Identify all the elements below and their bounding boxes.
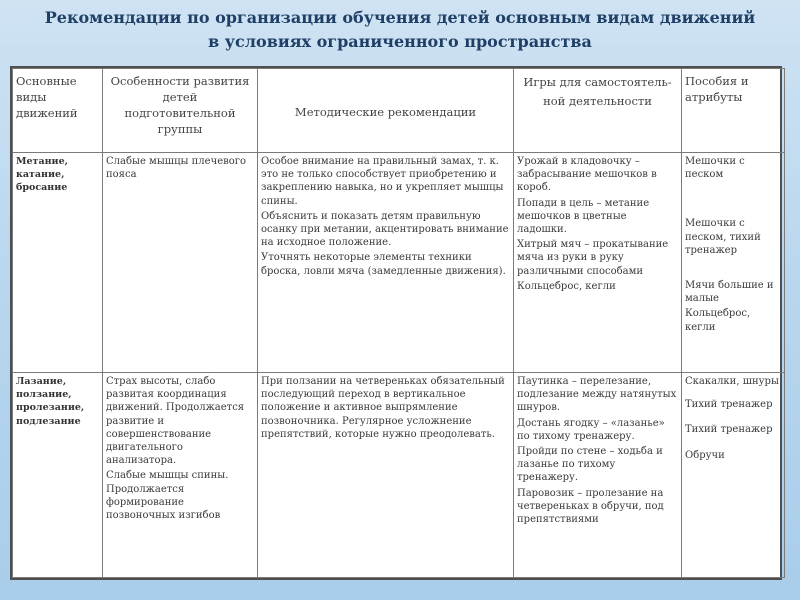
title-line-1: Рекомендации по организации обучения детей основным видам движений [44,8,756,27]
features-cell [103,373,258,578]
equipment-item: Тихий тренажер [685,399,773,411]
equipment-item: Кольцеброс, кегли [685,308,751,333]
recommendation-item: Особое внимание на правильный замах, т. к. это не только способствует приобретению и закреплению навыка, но и укрепляет мышцы спины. [261,156,504,207]
game-item: Хитрый мяч – прокатывание мяча из руки в руку различными способами [517,239,669,277]
recommendations-cell [258,373,514,578]
header-equipment: Пособия и атрибуты [682,69,785,153]
header-movements: Основные виды движений [13,69,103,153]
game-item: Пройди по стене – ходьба и лазанье по тихому тренажеру. [517,446,663,484]
header-features: Особенности развития детей подготовительной группы [103,69,258,153]
equipment-item: Мешочки с песком [685,156,745,181]
equipment-item: Тихий тренажер [685,424,773,436]
equipment-cell [682,373,785,578]
header-recommendations: Методические рекомендации [258,69,514,153]
equipment-cell [682,153,785,373]
movement-cell: Лазание, ползание, пролезание, подлезание [13,373,103,578]
movement-cell: Метание, катание, бросание [13,153,103,373]
features-cell [103,153,258,373]
recommendation-item: Уточнять некоторые элементы техники броска, ловли мяча (замедленные движения). [261,252,506,277]
title-line-2: в условиях ограниченного пространства [208,32,592,51]
games-cell [514,373,682,578]
equipment-item: Скакалки, шнуры [685,376,779,387]
recommendations-cell [258,153,514,373]
header-row [13,69,785,153]
recommendation-item: При ползании на четвереньках обязательный последующий переход в вертикальное положение и активное выпрямление позвоночника. Регулярное усложнение препятствий, которые нужно преодолевать. [261,376,505,440]
features-text: Страх высоты, слабо развитая координация движений. Продолжается развитие и совершенствование двигательного анализатора. [106,376,245,467]
game-item: Достань ягодку – «лазанье» по тихому тренажеру. [517,417,665,442]
equipment-item: Мешочки с песком, тихий тренажер [685,218,761,256]
equipment-item: Мячи большие и малые [685,280,774,305]
game-item: Паутинка – перелезание, подлезание между натянутых шнуров. [517,376,677,414]
game-item: Попади в цель – метание мешочков в цветные ладошки. [517,197,650,236]
features-text: Слабые мышцы плечевого пояса [106,156,247,181]
equipment-item: Обручи [685,449,725,461]
games-cell [514,153,682,373]
header-games: Игры для самостоятель-ной деятельности [514,69,682,153]
recommendation-item: Объяснить и показать детям правильную осанку при метании, акцентировать внимание на исходное положение. [261,210,509,249]
features-text: Слабые мышцы спины. Продолжается формирование позвоночных изгибов [106,470,229,522]
table-row [13,373,785,578]
game-item: Паровозик – пролезание на четвереньках в обручи, под препятствиями [517,487,664,526]
page-title [0,6,800,54]
game-item: Урожай в кладовочку – забрасывание мешочков в короб. [517,156,657,194]
game-item: Кольцеброс, кегли [517,280,616,292]
recommendations-table [10,66,782,580]
table-row [13,153,785,373]
